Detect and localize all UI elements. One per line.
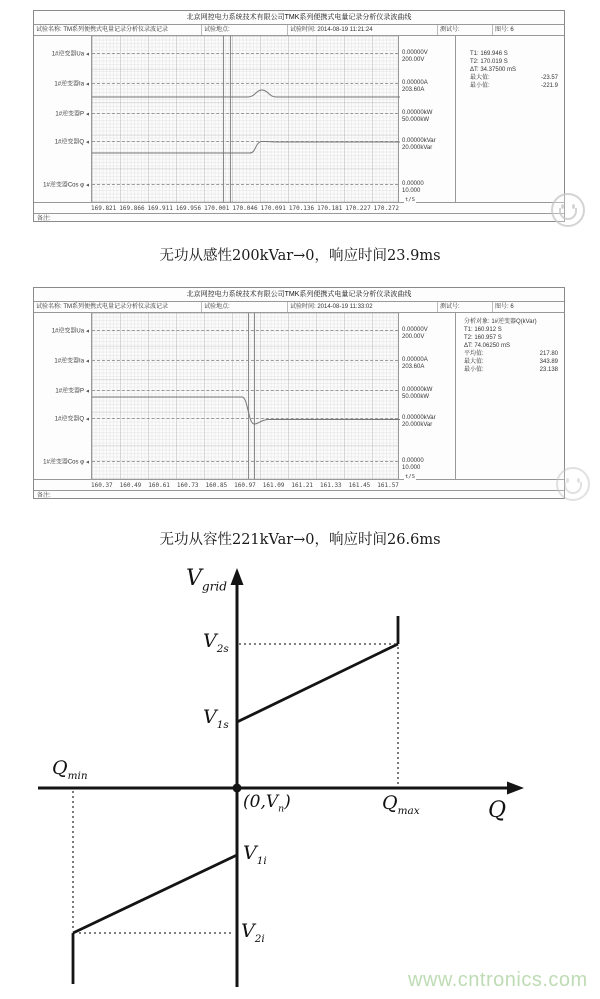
smiley-watermark-icon [551, 193, 585, 227]
recorder1-x-ticks: 169.821 169.866 169.911 169.956 170.001 170.046 170.091 170.136 170.181 170.227 170.272 [91, 205, 399, 212]
recorder2-note: 备注: [37, 493, 51, 499]
recorder1-test-place: 试验地点: [202, 25, 288, 35]
site-watermark: www.cntronics.com [408, 969, 588, 991]
channel-pointer-icon: ◄ [85, 81, 90, 88]
channel-pointer-icon: ◄ [85, 388, 90, 395]
channel-pointer-icon: ◄ [85, 51, 90, 58]
channel-label-ua: 1#逆变器Ua◄ [51, 51, 90, 58]
channel-label-q: 1#逆变器Q◄ [54, 416, 90, 423]
scale-q: 0.00000kVar 20.000kVar [402, 415, 436, 428]
recorder1-fig-no: 图号: 6 [495, 27, 514, 33]
label-v-grid: $V_{grid}$ [186, 566, 228, 594]
recorder2-x-axis [34, 474, 564, 491]
recorder1-waveforms [92, 36, 400, 202]
scale-p: 0.00000kW 50.000kW [402, 110, 433, 123]
recorder2-test-no: 测试号: [438, 302, 493, 312]
analysis-max: 最大值: -23.57 [470, 75, 558, 81]
label-v1s: $V_{1s}$ [203, 706, 229, 731]
analysis-avg: 平均值: 217.80 [464, 351, 558, 357]
recorder2-test-place: 试验地点: [202, 302, 288, 312]
scale-p: 0.00000kW 50.000kW [402, 387, 433, 400]
droop-lower-segment [73, 855, 237, 933]
q-axis-arrow-icon [507, 782, 524, 795]
recorder2-test-time: 试验时间: 2014-08-19 11:33:02 [288, 302, 438, 312]
label-q-max: $Q_{max}$ [382, 792, 420, 817]
analysis-t2: T2: 170.019 S [470, 59, 508, 65]
recorder2-fig-no: 图号: 6 [495, 304, 514, 310]
v-axis-arrow-icon [231, 568, 244, 585]
recorder1-test-no: 测试号: [438, 25, 493, 35]
label-v1i: $V_{1i}$ [243, 842, 267, 867]
label-v2i: $V_{2i}$ [241, 920, 265, 945]
channel-label-q: 1#逆变器Q◄ [54, 139, 90, 146]
scale-ia: 0.00000A 203.60A [402, 80, 428, 93]
smiley-mouth [559, 208, 577, 220]
label-q-axis: Q [488, 798, 507, 823]
recorder1-test-time: 试验时间: 2014-08-19 11:21:24 [288, 25, 438, 35]
analysis-t1: T1: 169.946 S [470, 51, 508, 57]
x-axis-unit: t/S [405, 197, 415, 203]
recorder2-waveforms [92, 313, 400, 479]
recorder-screenshot-1 [33, 10, 565, 222]
recorder1-analysis-panel [456, 36, 566, 202]
recorder2-channel-labels [34, 313, 91, 479]
channel-label-cos: 1#逆变器Cos φ◄ [43, 182, 90, 189]
recorder2-info-bar [34, 302, 564, 313]
label-q-min: $Q_{min}$ [52, 757, 88, 782]
scale-ua: 0.00000V 200.00V [402, 327, 428, 340]
analysis-max: 最大值: 343.89 [464, 359, 558, 365]
scale-q: 0.00000kVar 20.000kVar [402, 138, 436, 151]
analysis-t2: T2: 160.957 S [464, 335, 502, 341]
recorder1-title: 北京网控电力系统技术有限公司TMK系列便携式电量记录分析仪录波曲线 [34, 11, 564, 25]
recorder2-scale-column [399, 313, 456, 479]
analysis-min: 最小值: -221.9 [470, 83, 558, 89]
channel-label-ia: 1#逆变器Ia◄ [54, 81, 90, 88]
recorder-screenshot-2 [33, 287, 565, 499]
scale-cos: 0.00000 10.000 [402, 181, 424, 194]
recorder1-info-bar [34, 25, 564, 36]
scale-ia: 0.00000A 203.60A [402, 357, 428, 370]
droop-upper-segment [237, 644, 398, 722]
channel-pointer-icon: ◄ [85, 111, 90, 118]
recorder1-body [34, 36, 564, 203]
recorder2-plot-area [91, 313, 399, 479]
caption-capacitive-step: 无功从容性221kVar→0，响应时间26.6ms [159, 532, 441, 548]
channel-pointer-icon: ◄ [85, 328, 90, 335]
recorder2-title: 北京网控电力系统技术有限公司TMK系列便携式电量记录分析仪录波曲线 [34, 288, 564, 302]
analysis-t1: T1: 160.912 S [464, 327, 502, 333]
recorder2-analysis-panel [456, 313, 566, 479]
recorder1-note: 备注: [37, 216, 51, 222]
channel-pointer-icon: ◄ [85, 139, 90, 146]
vq-droop-diagram [0, 560, 600, 999]
recorder2-body [34, 313, 564, 480]
recorder2-x-ticks: 160.37 160.49 160.61 160.73 160.85 160.97 161.09 161.21 161.33 161.45 161.57 [91, 482, 399, 489]
channel-label-p: 1#逆变器P◄ [55, 111, 90, 118]
recorder1-scale-column [399, 36, 456, 202]
label-v2s: $V_{2s}$ [203, 630, 229, 655]
analysis-target: 分析对象: 1#逆变器Q(kVar) [464, 319, 537, 325]
vq-droop-lines [0, 560, 600, 999]
recorder1-channel-labels [34, 36, 91, 202]
recorder2-test-name: 试验名称: TM系列便携式电量记录分析仪录波记录 [34, 302, 202, 312]
channel-label-cos: 1#逆变器Cos φ◄ [43, 459, 90, 466]
channel-label-ia: 1#逆变器Ia◄ [54, 358, 90, 365]
label-origin: $(0,V_n)$ [243, 792, 291, 815]
recorder1-x-axis [34, 197, 564, 214]
analysis-dt: ΔT: 74.06250 mS [464, 343, 511, 349]
analysis-dt: ΔT: 34.37500 mS [470, 67, 517, 73]
channel-pointer-icon: ◄ [85, 459, 90, 466]
analysis-min: 最小值: 23.138 [464, 367, 558, 373]
x-axis-unit: t/S [405, 474, 415, 480]
caption-inductive-step: 无功从感性200kVar→0，响应时间23.9ms [159, 248, 441, 264]
recorder1-test-name: 试验名称: TM系列便携式电量记录分析仪录波记录 [34, 25, 202, 35]
smiley-mouth [564, 482, 582, 494]
channel-label-ua: 1#逆变器Ua◄ [51, 328, 90, 335]
channel-pointer-icon: ◄ [85, 358, 90, 365]
channel-pointer-icon: ◄ [85, 416, 90, 423]
scale-cos: 0.00000 10.000 [402, 458, 424, 471]
origin-point [233, 784, 242, 793]
channel-label-p: 1#逆变器P◄ [55, 388, 90, 395]
scale-ua: 0.00000V 200.00V [402, 50, 428, 63]
recorder1-plot-area [91, 36, 399, 202]
channel-pointer-icon: ◄ [85, 182, 90, 189]
smiley-watermark-icon [556, 467, 590, 501]
